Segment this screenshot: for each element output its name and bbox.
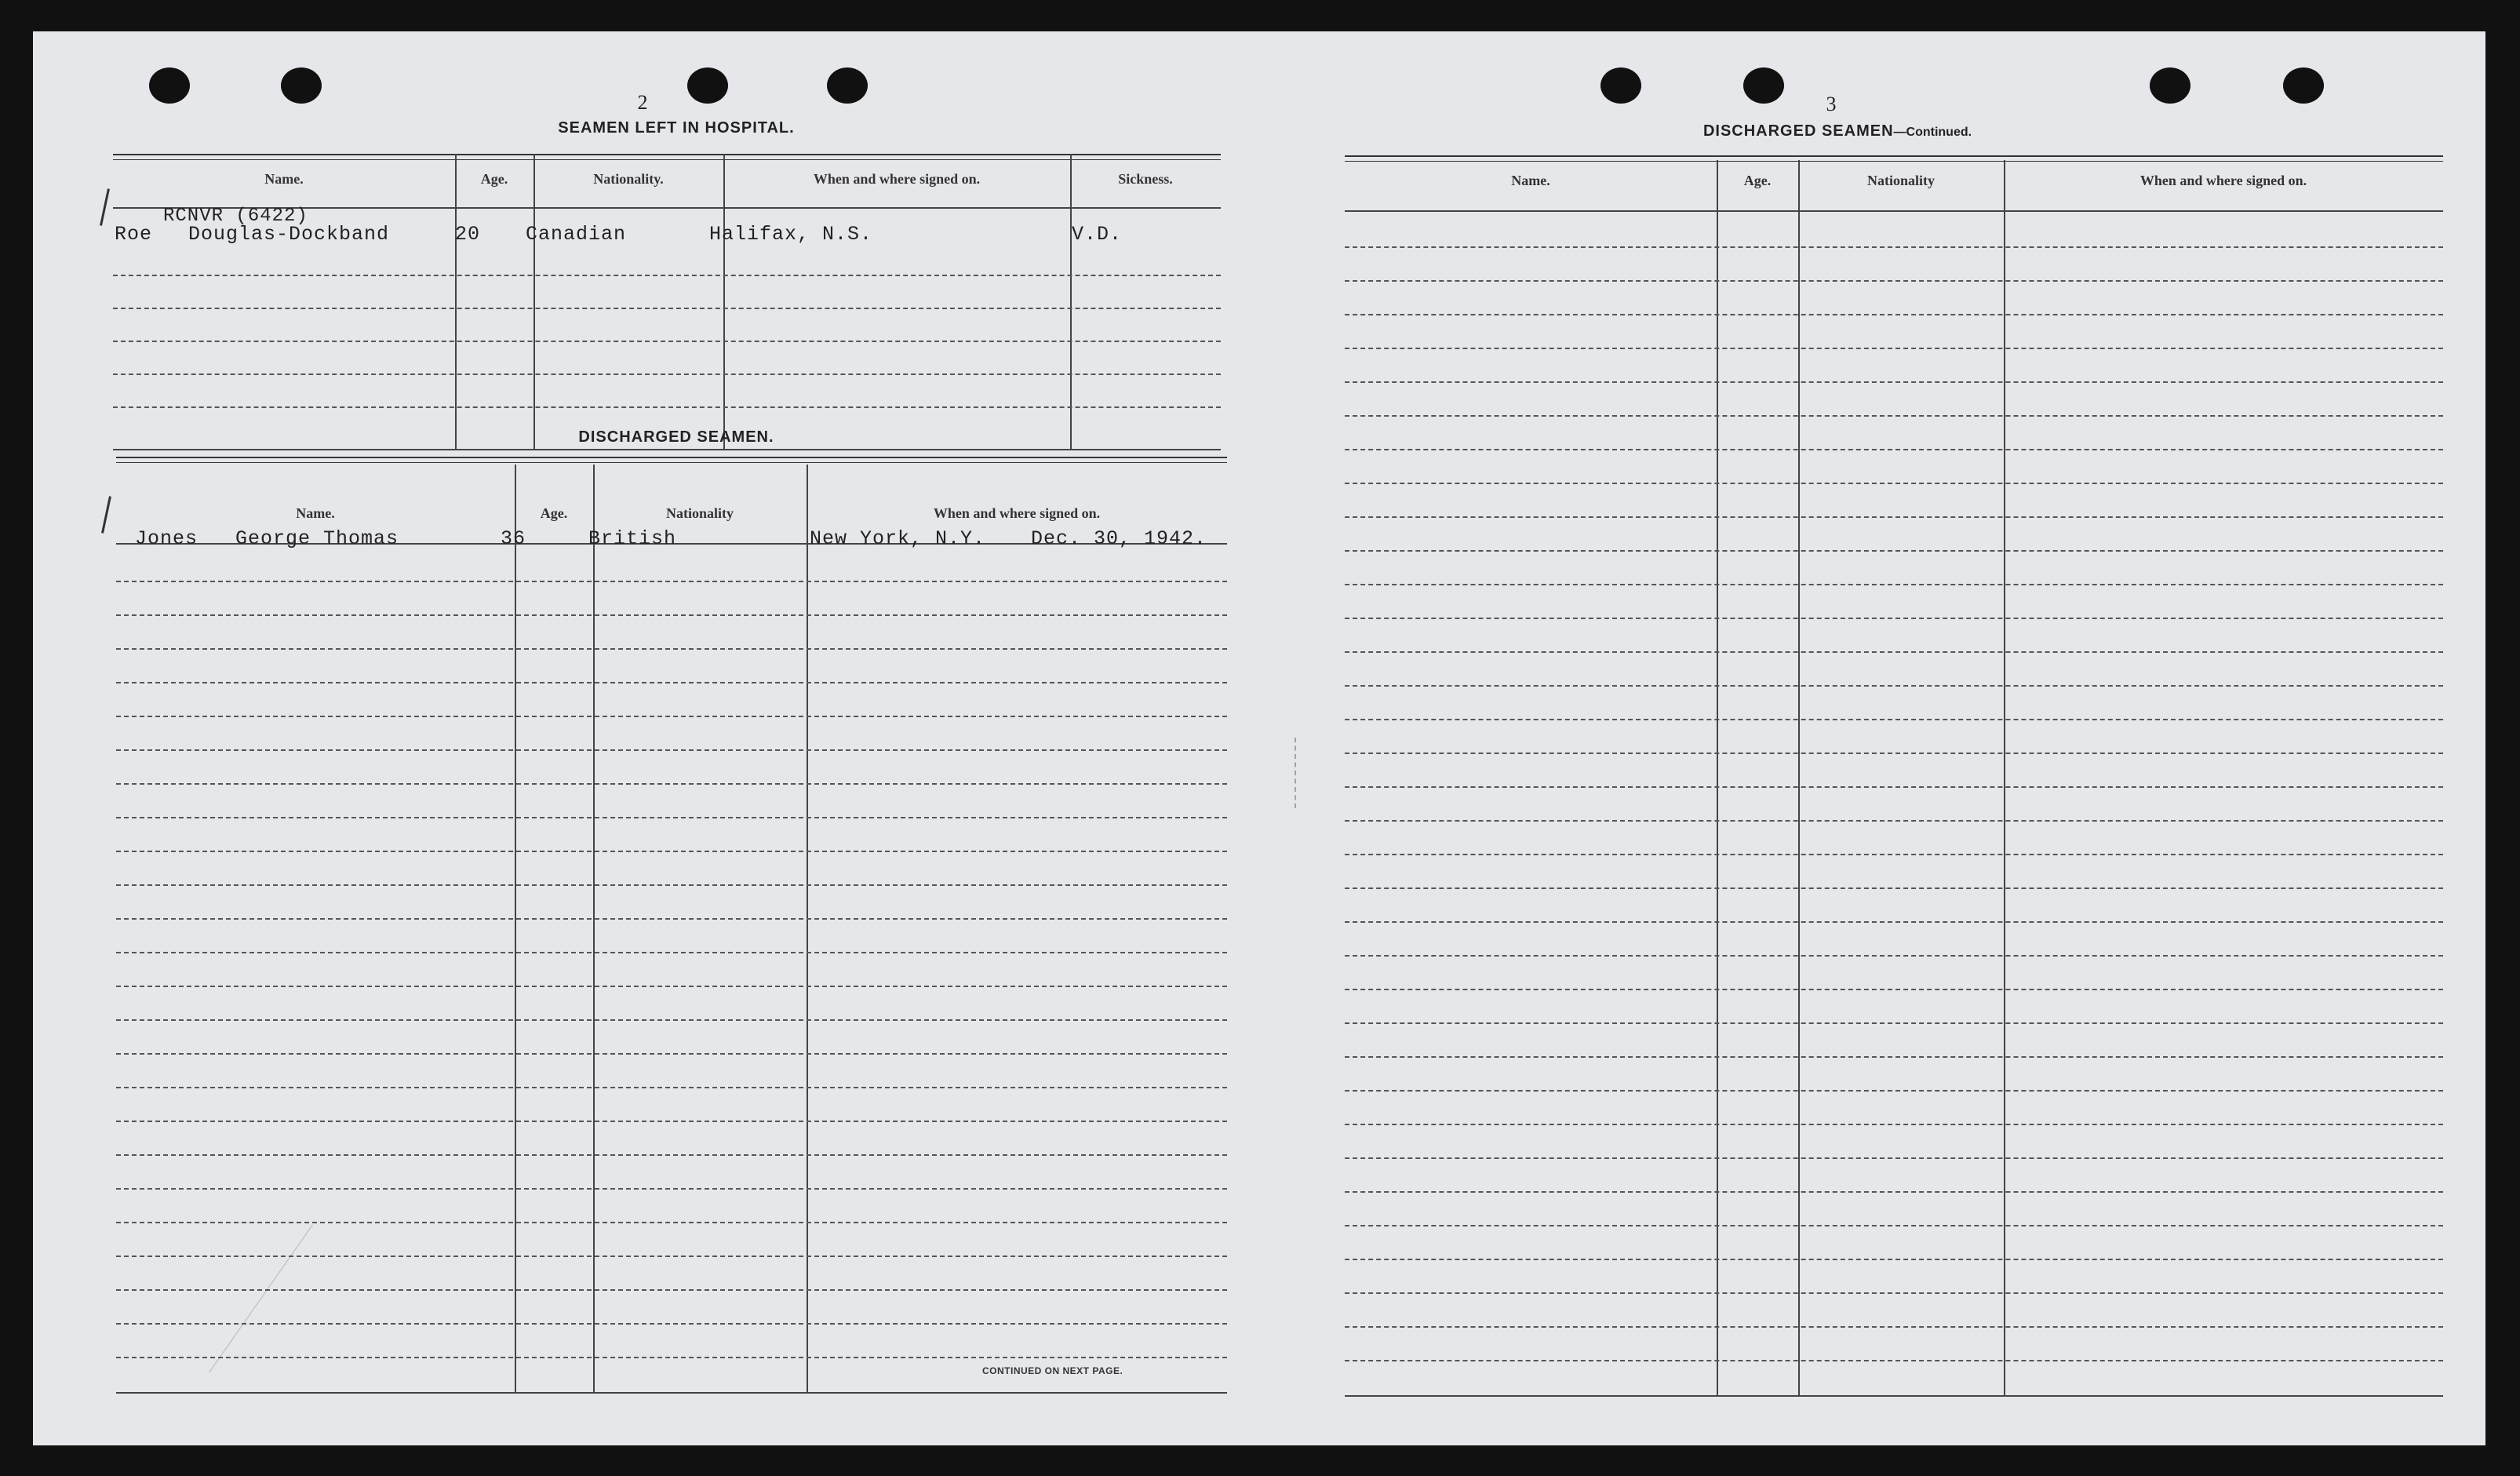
header-signed-on: When and where signed on.: [813, 171, 981, 187]
hospital-section-title: SEAMEN LEFT IN HOSPITAL.: [558, 119, 795, 137]
ledger-sheet: [33, 31, 2485, 1445]
punch-hole-icon: [2150, 67, 2190, 104]
hospital-name-prefix: Roe: [115, 223, 153, 246]
hospital-name-annotation: RCNVR (6422): [163, 206, 308, 227]
punch-hole-icon: [149, 67, 190, 104]
header-name: Name.: [264, 171, 304, 187]
header-signed-on: When and where signed on.: [933, 505, 1101, 521]
hospital-name: Douglas-Dockband: [188, 223, 390, 246]
header-nationality: Nationality: [1866, 173, 1935, 188]
discharged-signed-on-date: Dec. 30, 1942.: [1031, 527, 1207, 550]
discharged-continued-table: [1345, 155, 2443, 1397]
hospital-nationality: Canadian: [526, 223, 627, 246]
punch-hole-icon: [687, 67, 728, 104]
page-number-left: 2: [637, 91, 648, 114]
discharged-section-title: DISCHARGED SEAMEN.: [578, 428, 774, 446]
discharged-table: [116, 457, 1227, 1394]
punch-hole-icon: [827, 67, 868, 104]
header-sickness: Sickness.: [1118, 171, 1173, 187]
page-number-right: 3: [1826, 93, 1837, 115]
punch-hole-icon: [281, 67, 322, 104]
discharged-age: 36: [501, 527, 526, 550]
discharged-continued-title: [1602, 122, 2073, 140]
check-mark: [101, 496, 111, 534]
discharged-title-continued: —Continued.: [1893, 126, 1972, 139]
discharged-signed-on-place: New York, N.Y.: [810, 527, 986, 550]
punch-hole-icon: [1743, 67, 1784, 104]
header-name: Name.: [1511, 173, 1550, 188]
header-name: Name.: [296, 505, 335, 521]
header-age: Age.: [1743, 173, 1772, 188]
header-age: Age.: [540, 505, 568, 521]
discharged-name-surname: Jones: [135, 527, 198, 550]
header-age: Age.: [480, 171, 508, 187]
discharged-title-main: DISCHARGED SEAMEN: [1702, 122, 1894, 140]
check-mark: [100, 188, 110, 226]
page-fold: [1295, 738, 1301, 808]
header-nationality: Nationality: [665, 505, 734, 521]
hospital-age: 20: [455, 223, 481, 246]
discharged-nationality: British: [588, 527, 677, 550]
header-nationality: Nationality.: [593, 171, 664, 187]
continued-footer: CONTINUED ON NEXT PAGE.: [982, 1365, 1123, 1376]
punch-hole-icon: [1600, 67, 1641, 104]
hospital-sickness: V.D.: [1072, 223, 1123, 246]
discharged-name-given: George Thomas: [235, 527, 399, 550]
header-signed-on: When and where signed on.: [2139, 173, 2307, 188]
punch-hole-icon: [2283, 67, 2324, 104]
hospital-table: [113, 154, 1221, 454]
hospital-signed-on: Halifax, N.S.: [709, 223, 873, 246]
